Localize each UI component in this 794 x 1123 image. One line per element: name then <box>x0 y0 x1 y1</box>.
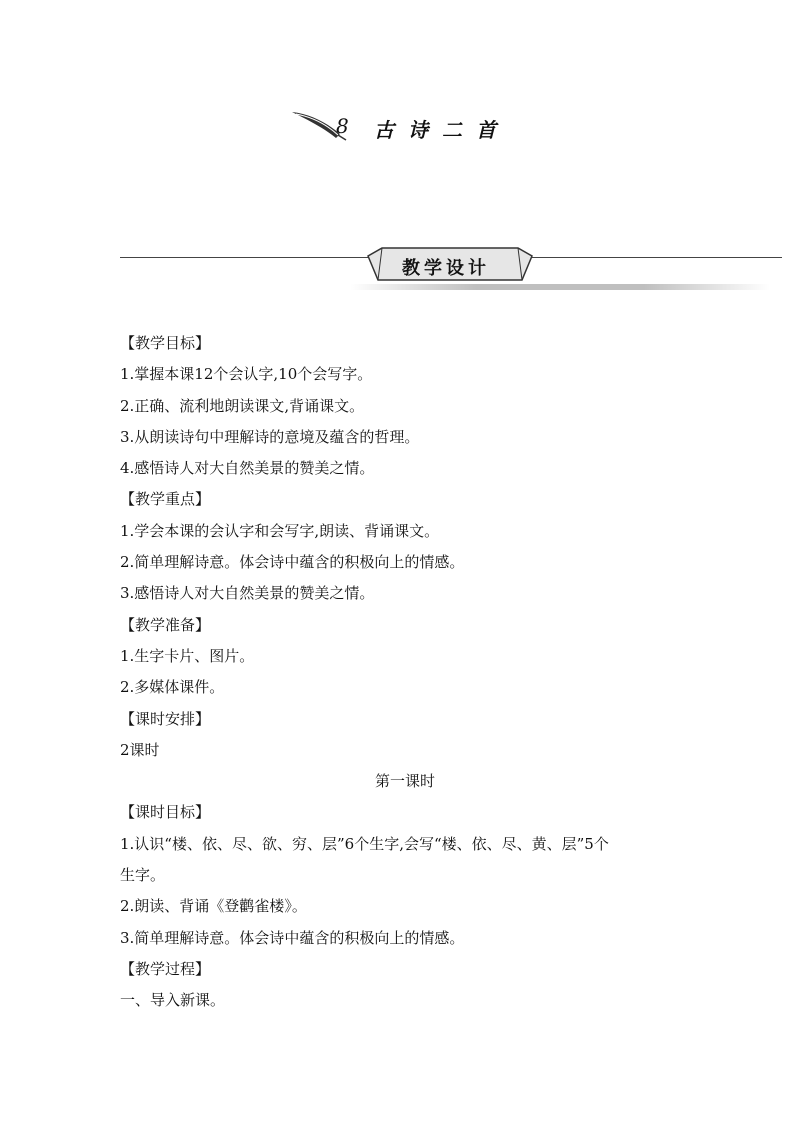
text-line: 3.简单理解诗意。体会诗中蕴含的积极向上的情感。 <box>120 928 465 947</box>
text-line: 第一课时 <box>374 772 435 791</box>
section-heading: 【课时安排】 <box>120 709 211 728</box>
text-line: 3.感悟诗人对大自然美景的赞美之情。 <box>120 584 375 603</box>
text-line: 生字。 <box>120 866 166 885</box>
text-line: 2.朗读、背诵《登鹳雀楼》。 <box>120 897 307 916</box>
section-banner-label: 教学设计 <box>402 258 490 279</box>
text-line: 一、导入新课。 <box>120 991 226 1010</box>
text-line: 4.感悟诗人对大自然美景的赞美之情。 <box>120 459 375 478</box>
text-line: 2课时 <box>120 740 160 759</box>
section-heading: 【教学过程】 <box>120 959 211 978</box>
section-banner <box>120 246 782 296</box>
section-heading: 【教学目标】 <box>120 334 211 352</box>
lesson-title-row <box>0 108 794 148</box>
section-heading: 【教学准备】 <box>120 615 211 634</box>
text-line: 1.生字卡片、图片。 <box>120 646 255 665</box>
text-line: 3.从朗读诗句中理解诗的意境及蕴含的哲理。 <box>120 427 420 446</box>
text-line: 1.掌握本课12个会认字,10个会写字。 <box>120 365 373 384</box>
document-body <box>120 328 690 1017</box>
lesson-title: 古诗二首 <box>374 118 510 142</box>
text-line: 2.简单理解诗意。体会诗中蕴含的积极向上的情感。 <box>120 553 465 572</box>
section-heading: 【教学重点】 <box>120 490 211 509</box>
text-line: 1.学会本课的会认字和会写字,朗读、背诵课文。 <box>120 521 440 540</box>
lesson-number: 8 <box>336 114 349 138</box>
text-line: 2.多媒体课件。 <box>120 678 225 697</box>
text-line: 2.正确、流利地朗读课文,背诵课文。 <box>120 396 365 415</box>
text-line: 1.认识“楼、依、尽、欲、穷、层”6个生字,会写“楼、依、尽、黄、层”5个 <box>120 834 609 853</box>
section-heading: 【课时目标】 <box>120 803 211 822</box>
